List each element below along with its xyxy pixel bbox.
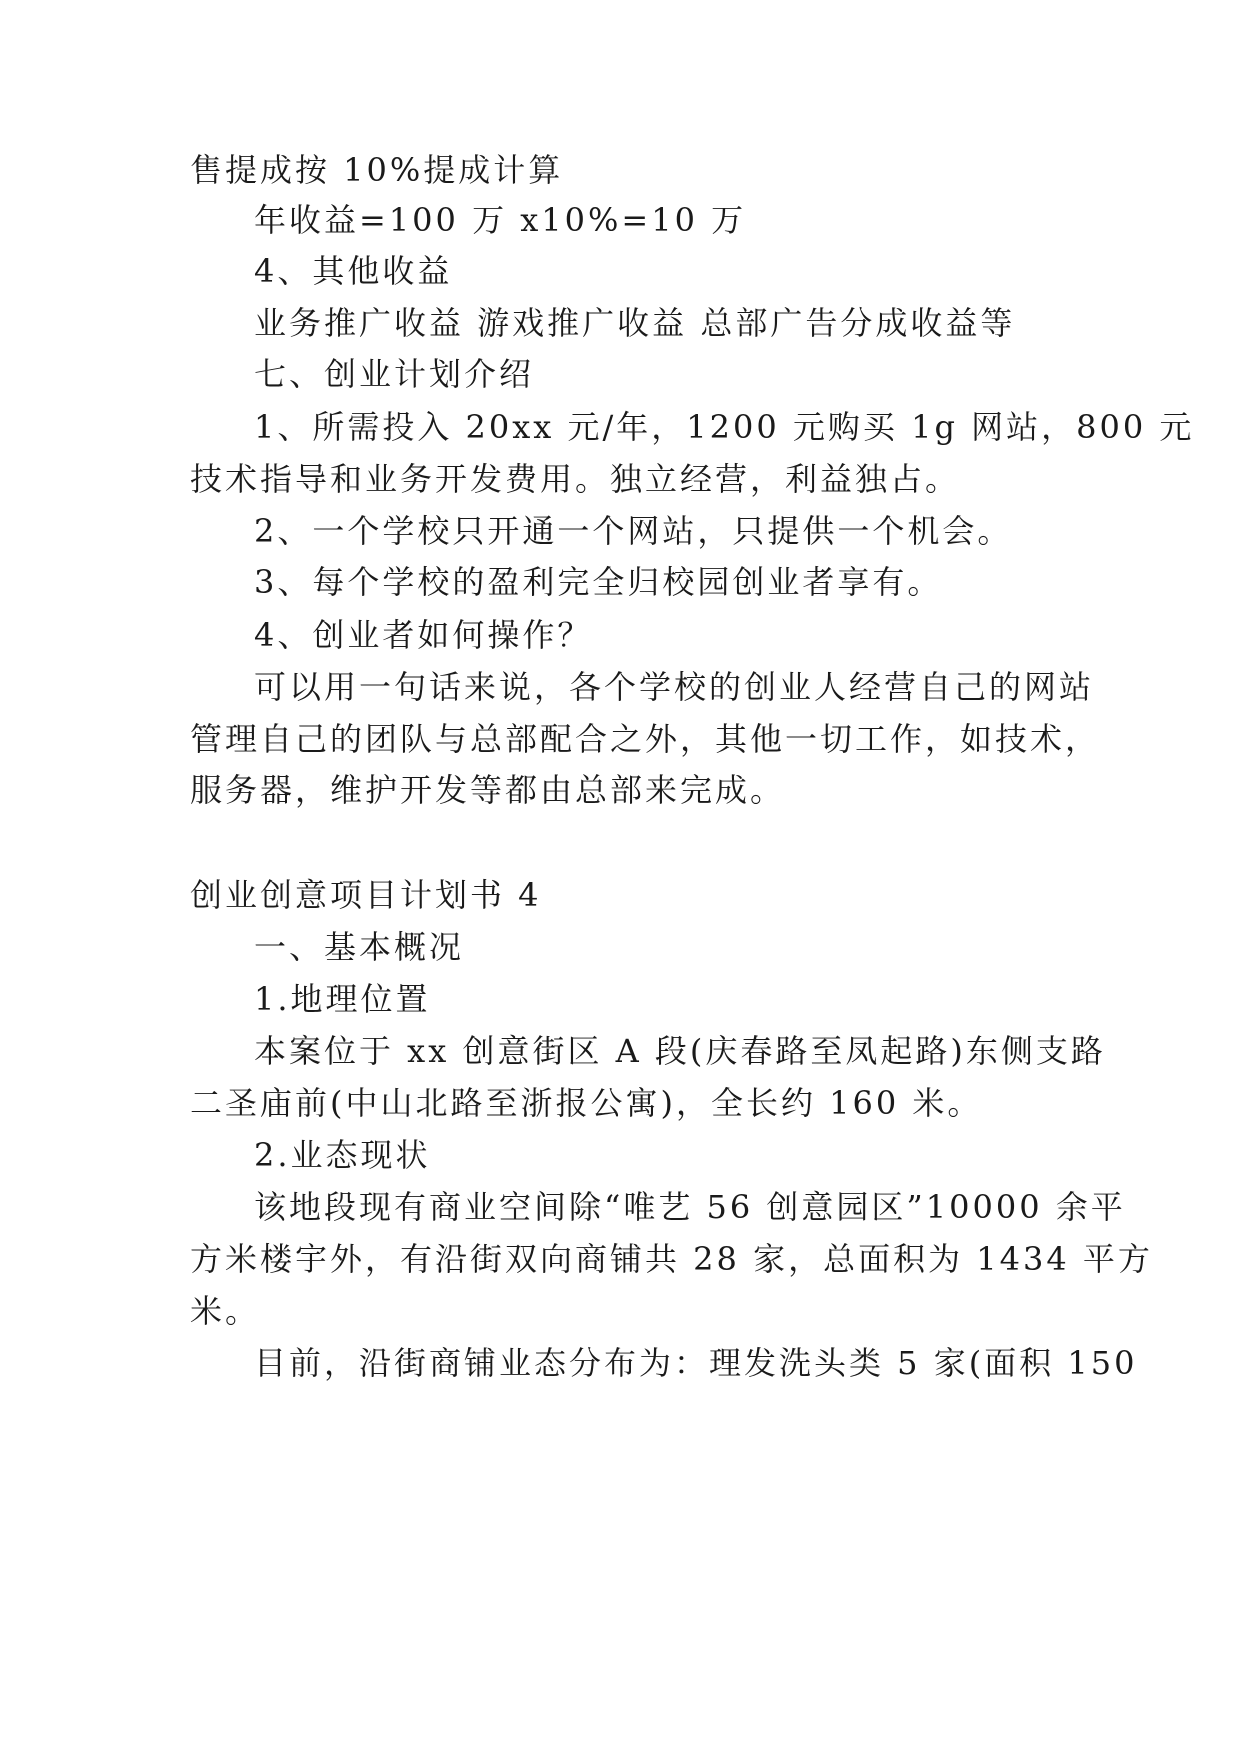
text-line: 米。 [190,1292,261,1330]
text-line: 可以用一句话来说，各个学校的创业人经营自己的网站 [254,668,1095,706]
text-line: 该地段现有商业空间除“唯艺 56 创意园区”10000 余平 [254,1188,1126,1226]
text-line: 3、每个学校的盈利完全归校园创业者享有。 [254,563,943,601]
text-line: 方米楼宇外，有沿街双向商铺共 28 家，总面积为 1434 平方 [190,1240,1153,1278]
text-line: 2、一个学校只开通一个网站，只提供一个机会。 [254,512,1013,550]
subsection-heading: 1.地理位置 [254,980,431,1018]
text-line: 二圣庙前(中山北路至浙报公寓)，全长约 160 米。 [190,1084,983,1122]
text-line: 年收益=100 万 x10%=10 万 [254,201,747,239]
document-title: 创业创意项目计划书 4 [190,876,542,914]
text-line: 售提成按 10%提成计算 [190,151,564,189]
text-line: 4、其他收益 [254,252,453,290]
text-line: 4、创业者如何操作？ [254,616,593,654]
text-line: 本案位于 xx 创意街区 A 段(庆春路至凤起路)东侧支路 [254,1032,1106,1070]
text-line: 服务器，维护开发等都由总部来完成。 [190,771,786,809]
text-line: 技术指导和业务开发费用。独立经营，利益独占。 [190,460,961,498]
subsection-heading: 2.业态现状 [254,1136,431,1174]
text-line: 目前，沿街商铺业态分布为：理发洗头类 5 家(面积 150 [254,1344,1138,1382]
text-line: 业务推广收益 游戏推广收益 总部广告分成收益等 [254,304,1016,342]
text-line: 1、所需投入 20xx 元/年，1200 元购买 1g 网站，800 元 [254,408,1195,446]
section-heading: 一、基本概况 [254,928,465,966]
section-heading: 七、创业计划介绍 [254,355,535,393]
text-line: 管理自己的团队与总部配合之外，其他一切工作，如技术， [190,720,1101,758]
